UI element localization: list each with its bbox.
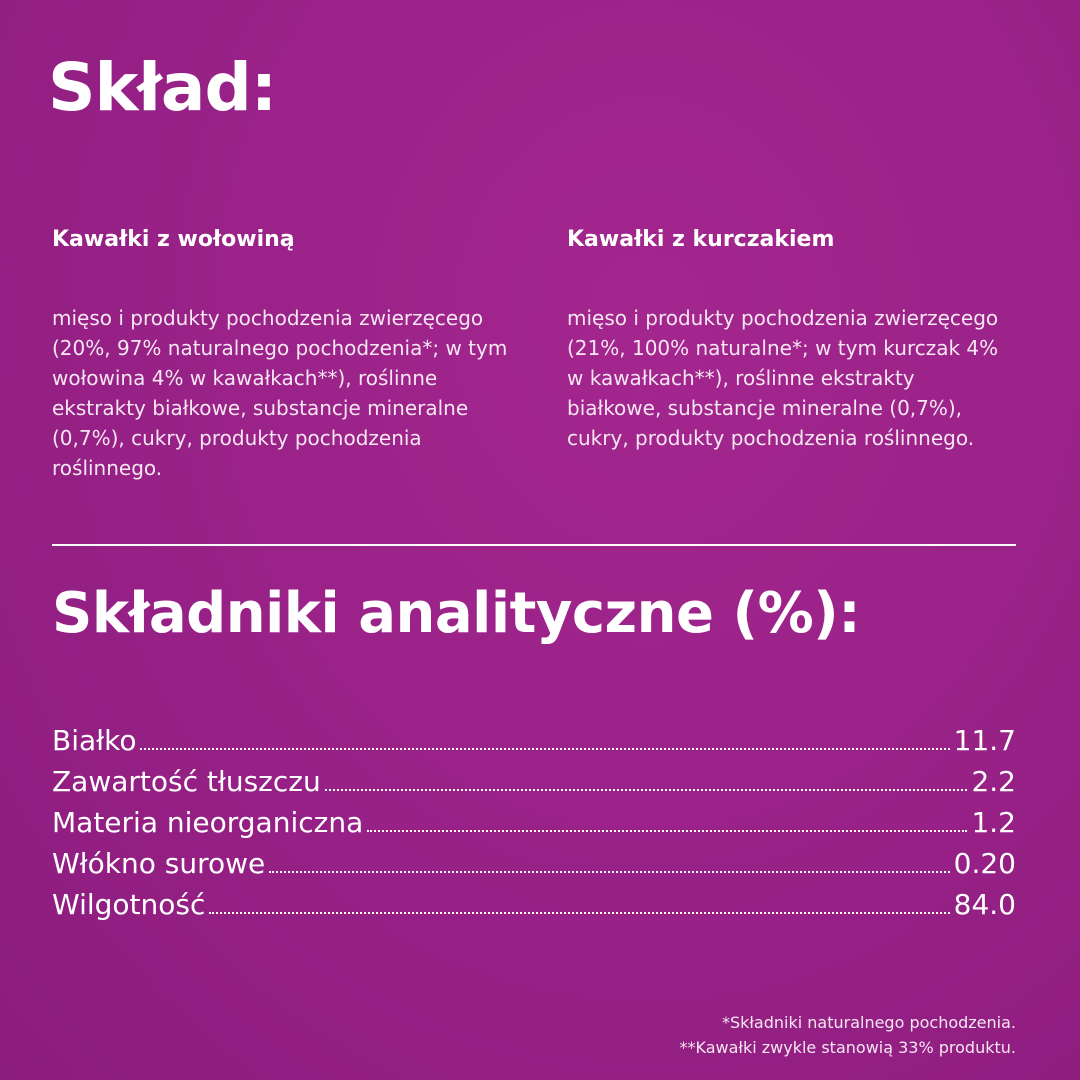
analytic-row-moisture <box>52 884 1016 925</box>
analytic-row-value: 84.0 <box>953 888 1016 921</box>
dot-leader <box>140 748 949 750</box>
analytic-table <box>52 720 1016 925</box>
footnote-natural: *Składniki naturalnego pochodzenia. <box>721 1013 1016 1032</box>
analytic-row-value: 2.2 <box>971 765 1016 798</box>
page-title: Skład: <box>48 49 277 126</box>
analytic-row-protein <box>52 720 1016 761</box>
composition-beef <box>52 222 532 483</box>
composition-chicken-text: mięso i produkty pochodzenia zwierzęcego (21%, 100% naturalne*; w tym kurczak 4% w kawałkach**), roślinne ekstrakty białkowe, substancje mineralne (0,7%), cukry, produkty pochodzenia roślinnego. <box>567 306 999 451</box>
analytic-row-fibre <box>52 843 1016 884</box>
composition-beef-text: mięso i produkty pochodzenia zwierzęcego (20%, 97% naturalnego pochodzenia*; w tym wołowina 4% w kawałkach**), roślinne ekstrakty białkowe, substancje mineralne (0,7%), cukry, produkty pochodzenia roślinnego. <box>52 306 508 481</box>
analytic-row-ash <box>52 802 1016 843</box>
analytic-row-label: Białko <box>52 724 137 757</box>
analytic-row-value: 11.7 <box>953 724 1016 757</box>
footnote-chunks: **Kawałki zwykle stanowią 33% produktu. <box>679 1038 1016 1057</box>
composition-beef-heading: Kawałki z wołowiną <box>52 227 295 252</box>
dot-leader <box>269 871 949 873</box>
analytic-title: Składniki analityczne (%): <box>52 581 861 646</box>
analytic-row-label: Wilgotność <box>52 888 206 921</box>
footnotes <box>680 1010 1017 1060</box>
dot-leader <box>209 912 949 914</box>
section-divider <box>52 544 1016 546</box>
analytic-row-value: 0.20 <box>953 847 1016 880</box>
analytic-row-label: Włókno surowe <box>52 847 266 880</box>
dot-leader <box>367 830 967 832</box>
composition-chicken-heading: Kawałki z kurczakiem <box>567 227 835 252</box>
analytic-row-value: 1.2 <box>971 806 1016 839</box>
analytic-row-label: Materia nieorganiczna <box>52 806 364 839</box>
composition-chicken <box>567 222 1047 453</box>
analytic-row-label: Zawartość tłuszczu <box>52 765 321 798</box>
analytic-row-fat <box>52 761 1016 802</box>
dot-leader <box>325 789 968 791</box>
